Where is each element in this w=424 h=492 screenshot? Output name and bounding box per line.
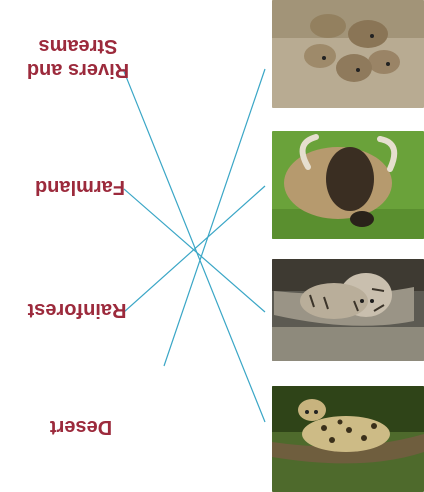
habitat-label-farmland: Farmland xyxy=(34,176,126,198)
line-leopard-to-rainforest xyxy=(123,69,265,422)
line-meerkats-to-rivers xyxy=(164,69,265,366)
habitat-label-rivers-and-streams: Rivers and Streams xyxy=(26,35,130,81)
habitat-label-rainforest: Rainforest xyxy=(27,299,127,321)
habitat-label-desert: Desert xyxy=(49,416,113,438)
